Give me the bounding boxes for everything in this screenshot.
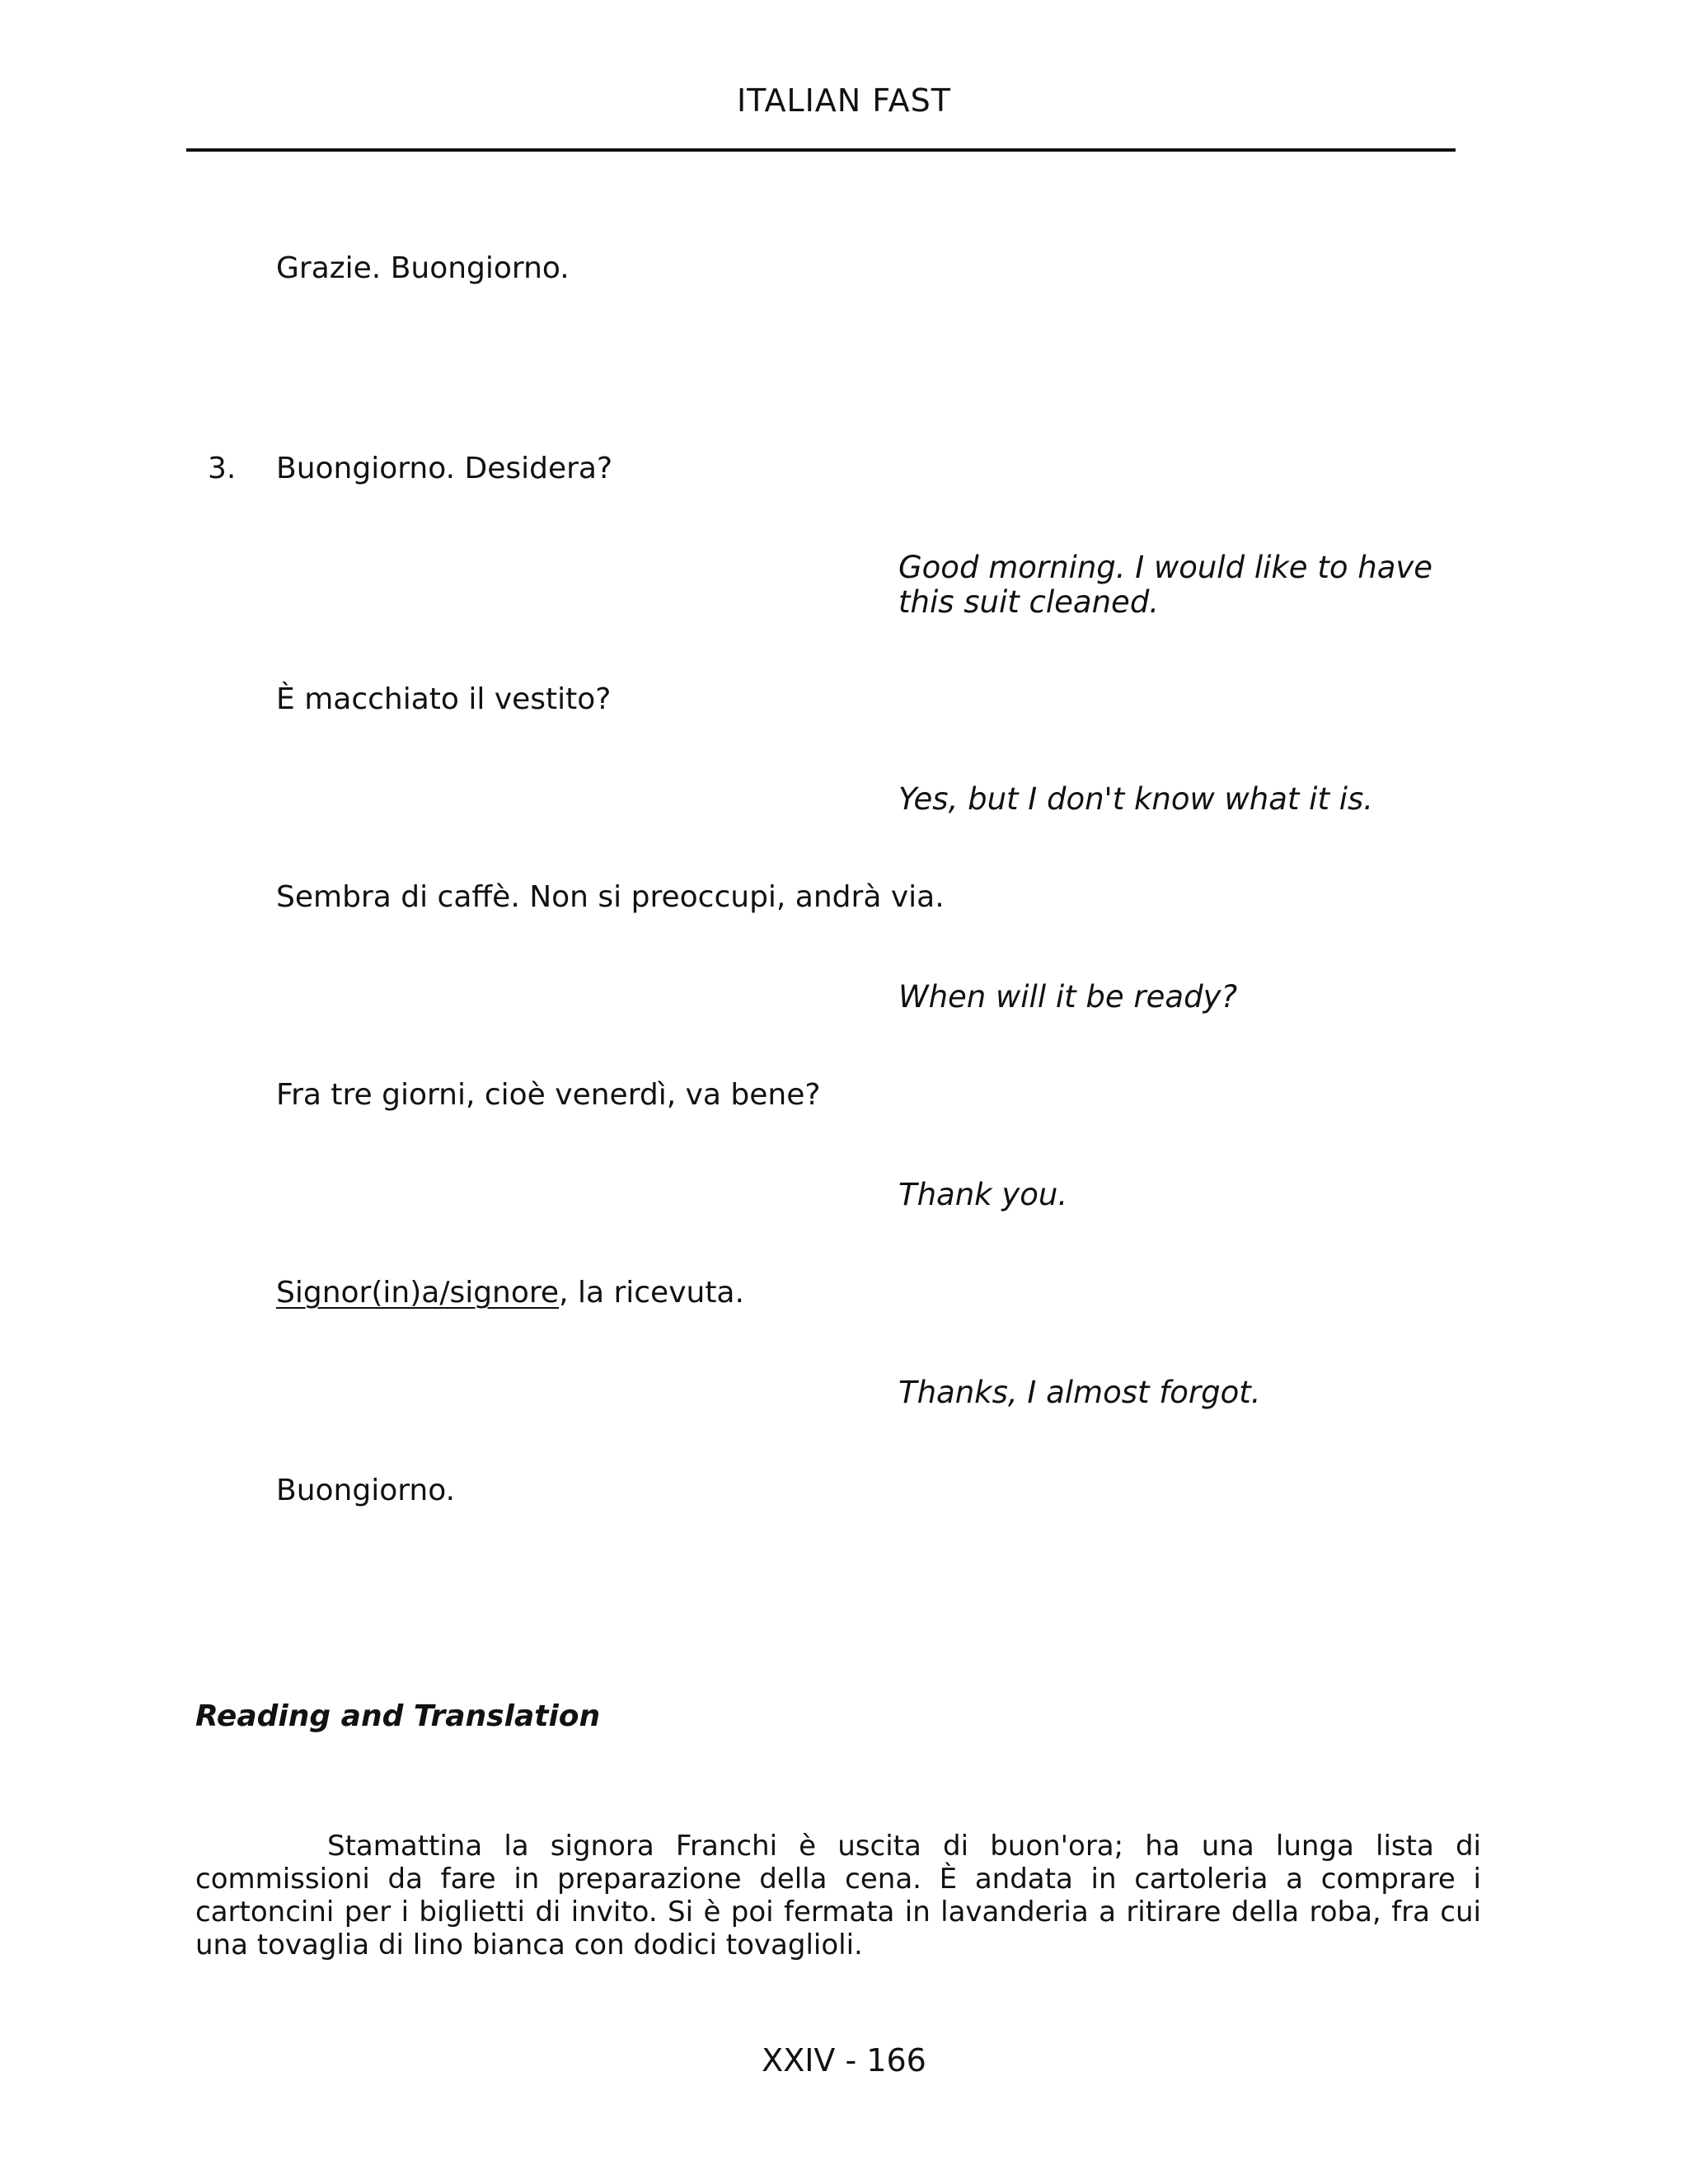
italian-line-desidera: Buongiorno. Desidera? — [276, 452, 613, 485]
english-line-thanks-forgot: Thanks, I almost forgot. — [898, 1375, 1261, 1410]
italian-line-fra-tre: Fra tre giorni, cioè venerdì, va bene? — [276, 1078, 821, 1112]
header-divider — [186, 148, 1456, 152]
page-number: XXIV - 166 — [762, 2042, 926, 2079]
underlined-title-choice: Signor(in)a/signore — [276, 1276, 560, 1310]
english-line-when-ready: When will it be ready? — [898, 979, 1238, 1015]
english-line-yes-but: Yes, but I don't know what it is. — [898, 781, 1374, 817]
italian-line-buongiorno-final: Buongiorno. — [276, 1474, 456, 1507]
italian-line-grazie: Grazie. Buongiorno. — [276, 251, 570, 285]
italian-line-ricevuta-rest: , la ricevuta. — [559, 1276, 744, 1310]
page-header-title: ITALIAN FAST — [736, 82, 952, 119]
english-line-good-morning-part1: Good morning. I would like to have — [898, 550, 1433, 585]
dialogue-item-number: 3. — [208, 452, 237, 485]
section-heading-reading: Reading and Translation — [195, 1699, 601, 1733]
italian-line-sembra: Sembra di caffè. Non si preoccupi, andrà via. — [276, 880, 945, 914]
english-line-thank-you: Thank you. — [898, 1177, 1068, 1212]
english-line-good-morning-part2: this suit cleaned. — [898, 584, 1160, 620]
reading-paragraph: Stamattina la signora Franchi è uscita di buon'ora; ha una lunga lista di commissioni da fare in preparazione della cena. È andata in cartoleria a comprare i cartoncini per i biglietti di invito. Si è poi fermata in lavanderia a ritirare della roba, fra cui una tovaglia di lino bianca con dodici tovaglioli. — [195, 1830, 1481, 1961]
english-line-good-morning — [898, 551, 1432, 620]
italian-line-macchiato: È macchiato il vestito? — [276, 682, 612, 716]
italian-line-ricevuta — [276, 1276, 744, 1310]
